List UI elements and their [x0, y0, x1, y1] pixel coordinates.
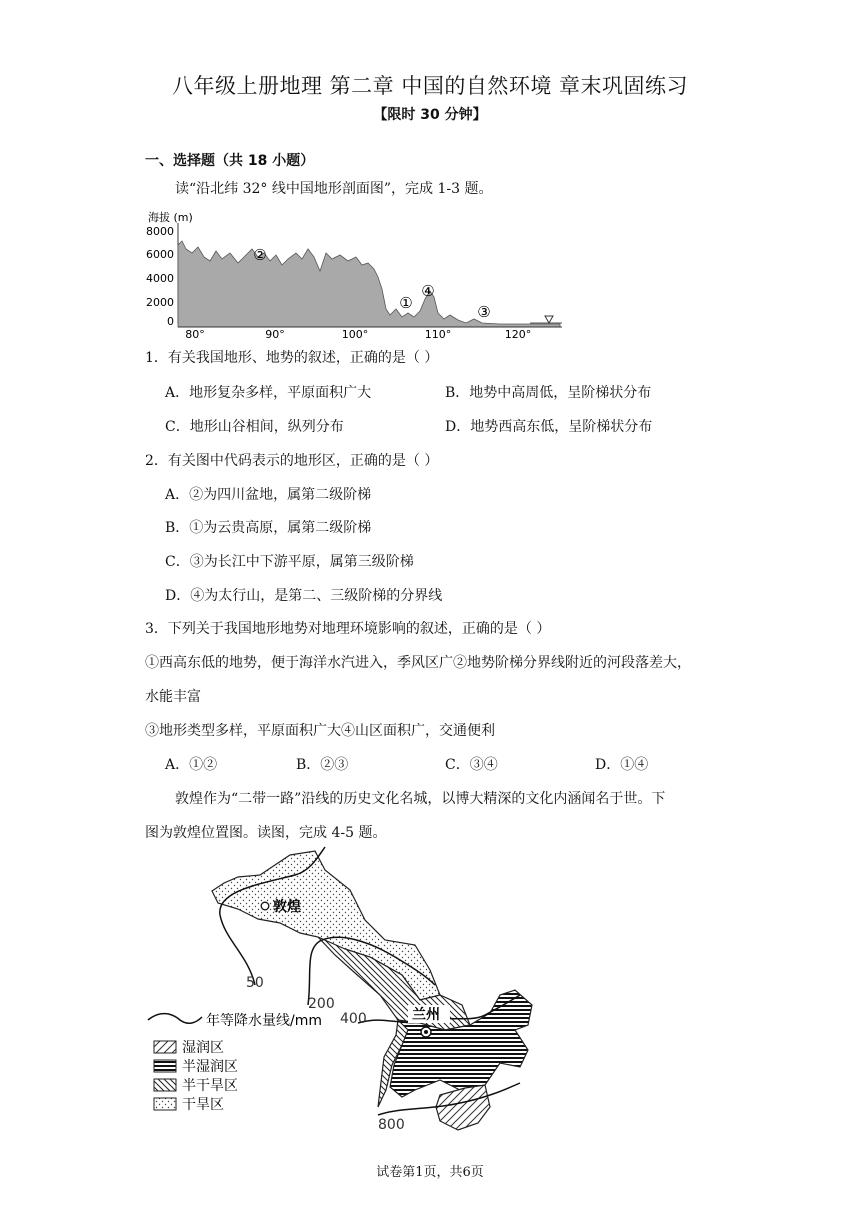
question-2-stem: 2．有关图中代码表示的地形区，正确的是（ ）	[145, 453, 439, 469]
legend-swatch-humid	[154, 1041, 176, 1053]
terrain-profile-area	[178, 241, 560, 327]
intro-text-1: 读“沿北纬 32° 线中国地形剖面图”，完成 1-3 题。	[175, 181, 493, 197]
profile-ytick-8000: 8000	[146, 225, 174, 238]
profile-marker-3: ③	[477, 303, 491, 321]
profile-marker-1: ①	[399, 294, 413, 312]
isoline-label-400: 400	[340, 1011, 367, 1027]
question-3-statement-line-3: ③地形类型多样，平原面积广大④山区面积广，交通便利	[145, 723, 495, 739]
legend-label-semi-humid: 半湿润区	[182, 1059, 238, 1075]
question-3-option-c[interactable]: C．③④	[445, 757, 498, 773]
profile-marker-4: ④	[421, 282, 435, 300]
city-label-lanzhou: 兰州	[412, 1007, 440, 1023]
page-footer: 试卷第1页，共6页	[376, 1165, 484, 1180]
question-2-option-a[interactable]: A．②为四川盆地，属第二级阶梯	[165, 487, 372, 503]
legend-label-humid: 湿润区	[182, 1040, 224, 1056]
question-3-stem: 3．下列关于我国地形地势对地理环境影响的叙述，正确的是（ ）	[145, 621, 551, 637]
legend-label-arid: 干旱区	[182, 1097, 224, 1113]
question-1-stem: 1．有关我国地形、地势的叙述，正确的是（ ）	[145, 350, 439, 366]
question-2-option-c[interactable]: C．③为长江中下游平原，属第三级阶梯	[165, 554, 414, 570]
legend-label-semi-arid: 半干旱区	[182, 1078, 238, 1094]
question-1-option-a[interactable]: A．地形复杂多样，平原面积广大	[165, 385, 372, 401]
profile-ytick-6000: 6000	[146, 248, 174, 261]
profile-ytick-0: 0	[167, 315, 174, 328]
profile-xtick-120: 120°	[504, 328, 532, 340]
dunhuang-location-map	[140, 845, 560, 1140]
isoline-legend-symbol	[148, 1014, 202, 1024]
time-limit: 【限时 30 分钟】	[373, 107, 487, 123]
isoline-label-50: 50	[246, 975, 264, 991]
intro-text-2-line-1: 敦煌作为“二带一路”沿线的历史文化名城，以博大精深的文化内涵闻名于世。下	[175, 791, 666, 807]
question-1-option-b[interactable]: B．地势中高周低，呈阶梯状分布	[445, 385, 652, 401]
section-heading: 一、选择题（共 18 小题）	[145, 153, 315, 169]
terrain-profile-chart	[140, 205, 570, 340]
humid-region	[436, 1085, 490, 1130]
question-3-option-d[interactable]: D．①④	[595, 757, 649, 773]
question-2-option-b[interactable]: B．①为云贵高原，属第二级阶梯	[165, 520, 372, 536]
profile-ytick-2000: 2000	[146, 296, 174, 309]
question-1-option-d[interactable]: D．地势西高东低，呈阶梯状分布	[445, 419, 653, 435]
question-3-option-a[interactable]: A．①②	[165, 757, 218, 773]
legend-swatch-arid	[154, 1098, 176, 1110]
question-3-statement-line-2: 水能丰富	[145, 689, 201, 705]
profile-xtick-100: 100°	[341, 328, 369, 340]
page-title: 八年级上册地理 第二章 中国的自然环境 章末巩固练习	[171, 74, 689, 98]
isoline-label-200: 200	[308, 996, 335, 1012]
legend-swatch-semi-humid	[154, 1060, 176, 1072]
question-3-option-b[interactable]: B．②③	[296, 757, 349, 773]
intro-text-2-line-2: 图为敦煌位置图。读图，完成 4-5 题。	[145, 825, 387, 841]
profile-ylabel: 海拔 (m)	[148, 211, 193, 224]
question-1-option-c[interactable]: C．地形山谷相间，纵列分布	[165, 419, 344, 435]
sea-level-marker	[545, 316, 553, 323]
profile-xtick-90: 90°	[265, 328, 285, 340]
question-3-statement-line-1: ①西高东低的地势，便于海洋水汽进入，季风区广②地势阶梯分界线附近的河段落差大，	[145, 655, 691, 671]
profile-marker-2: ②	[253, 246, 267, 264]
legend-swatch-semi-arid	[154, 1079, 176, 1091]
lanzhou-marker-center	[424, 1030, 428, 1034]
city-label-dunhuang: 敦煌	[273, 899, 301, 915]
profile-xtick-110: 110°	[424, 328, 452, 340]
dunhuang-marker	[261, 902, 269, 910]
profile-ytick-4000: 4000	[146, 272, 174, 285]
isoline-label-800: 800	[378, 1117, 405, 1133]
profile-xtick-80: 80°	[185, 328, 205, 340]
question-2-option-d[interactable]: D．④为太行山，是第二、三级阶梯的分界线	[165, 588, 443, 604]
legend-isoline-title: 年等降水量线/mm	[206, 1013, 322, 1029]
